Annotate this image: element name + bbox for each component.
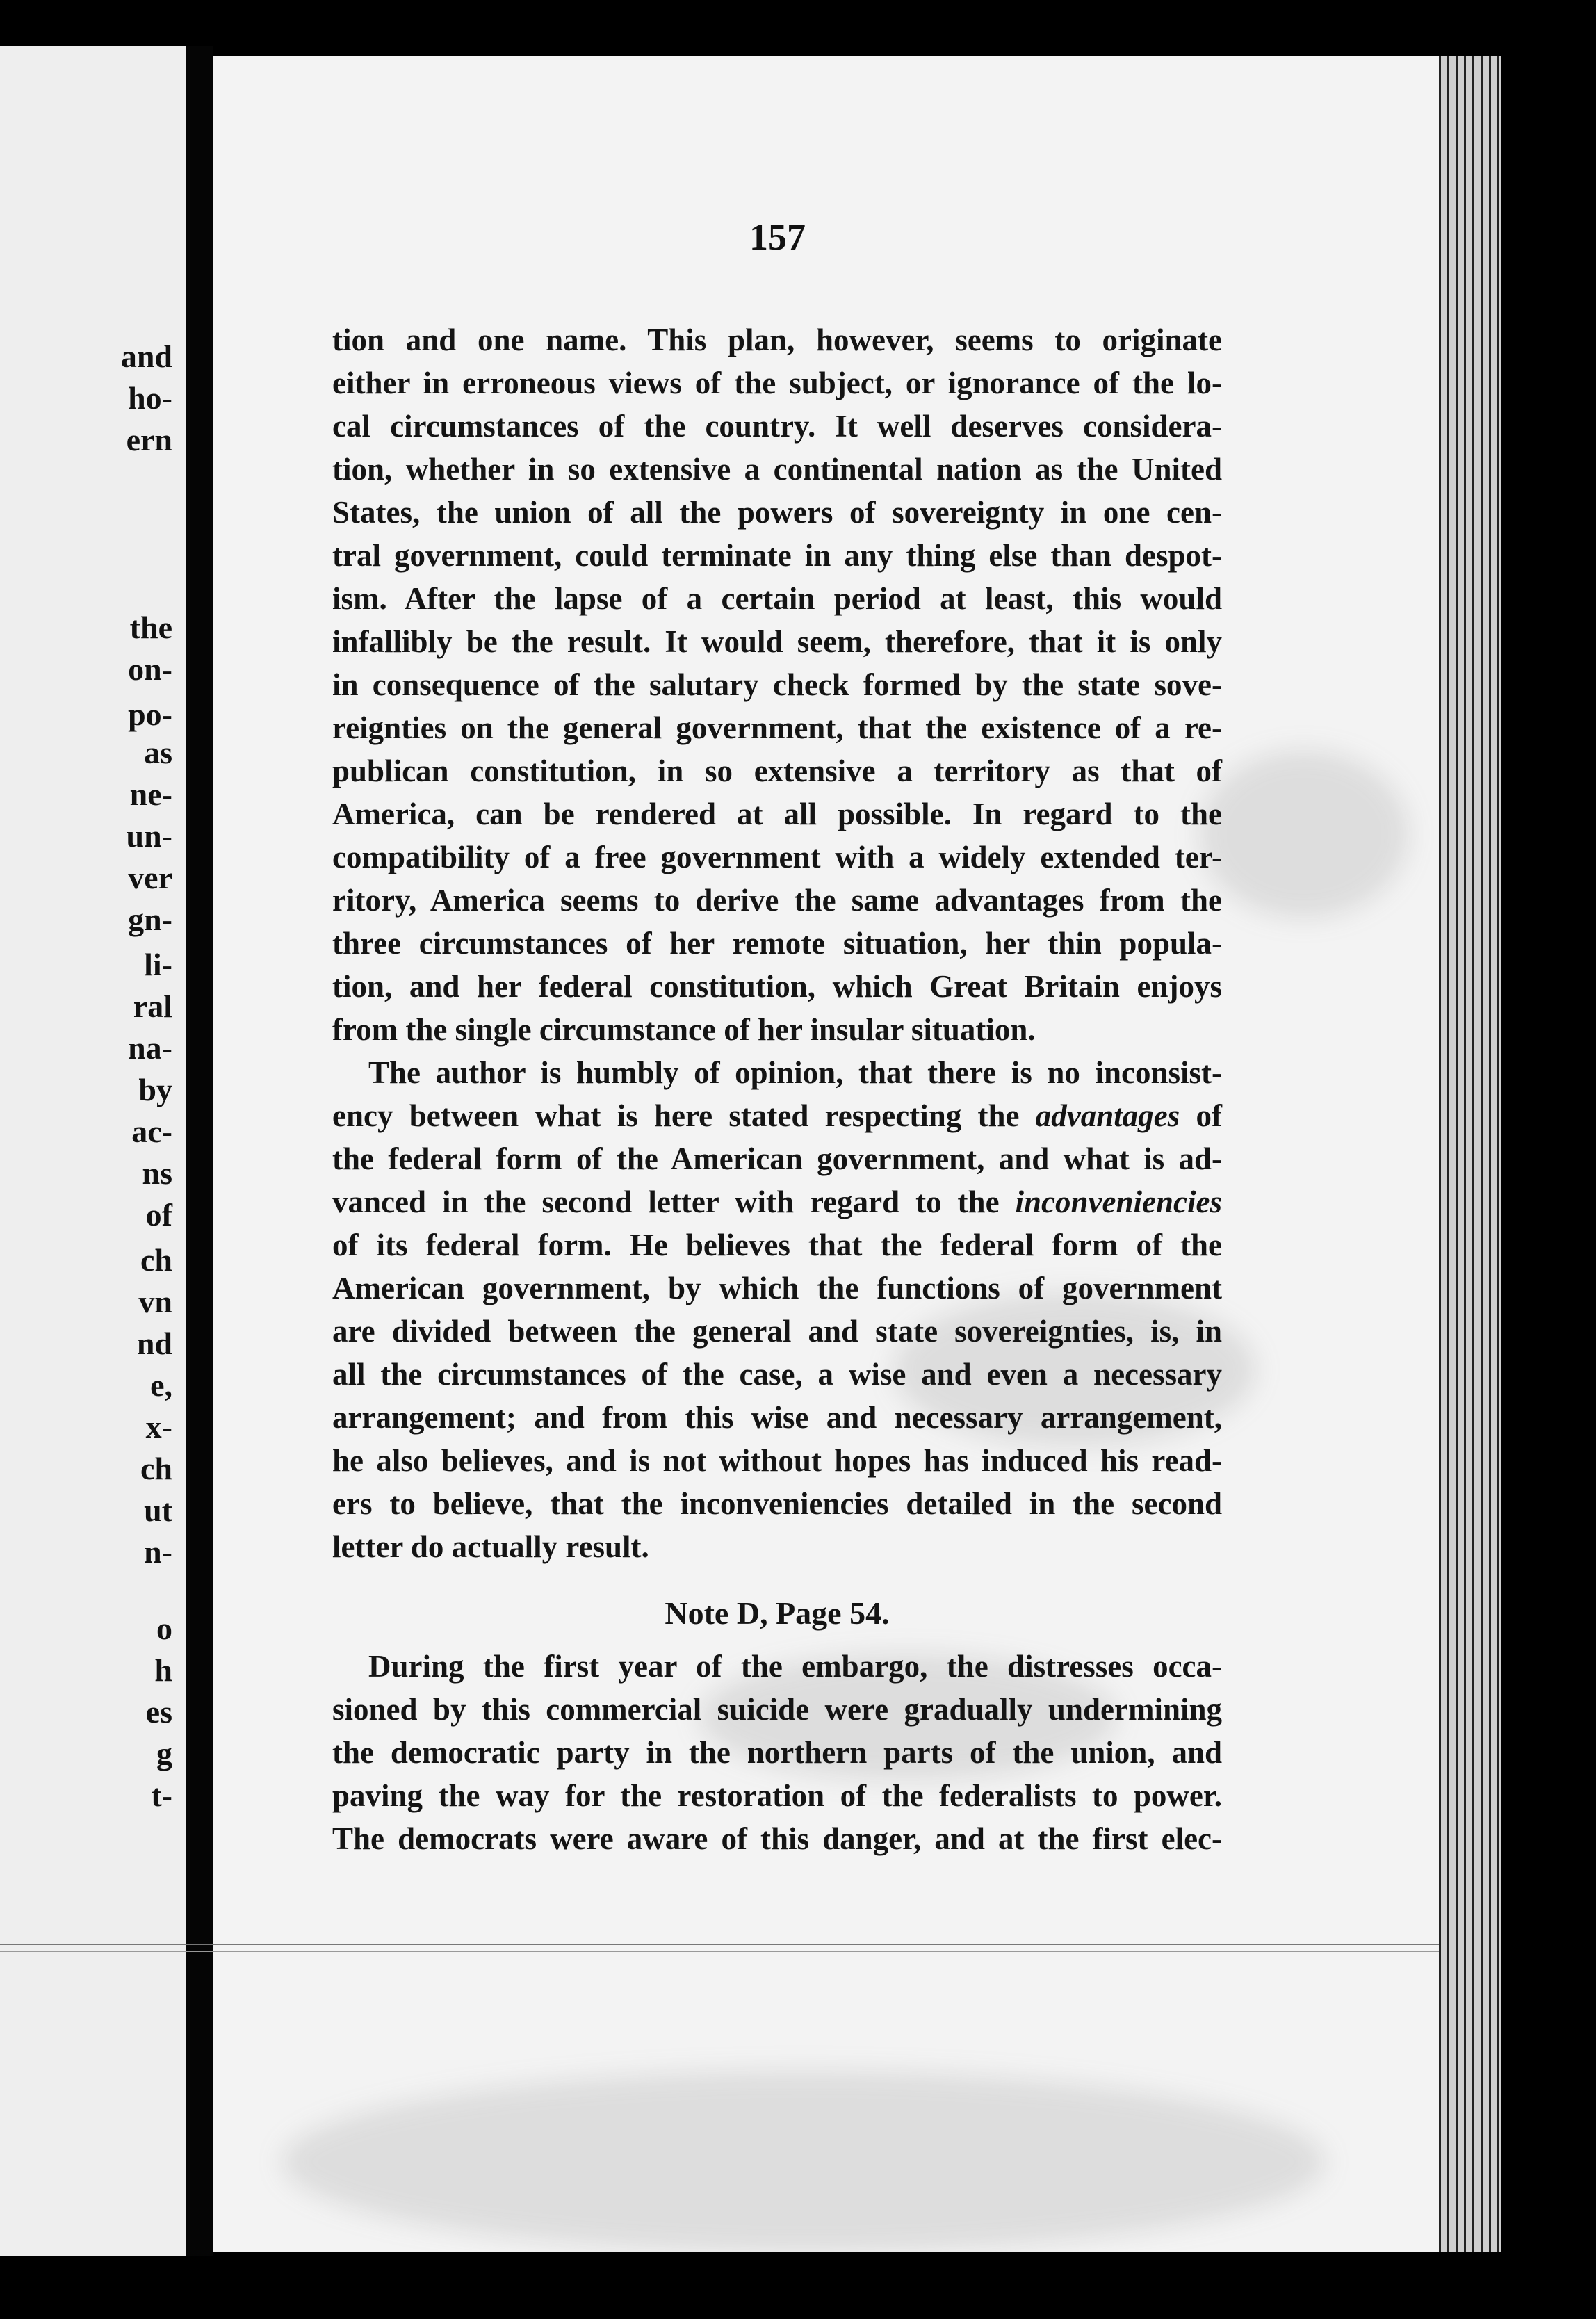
paragraph-2 xyxy=(332,1051,1222,1568)
ink-smudge xyxy=(282,2072,1325,2252)
left-page-fragment: g xyxy=(156,1736,172,1771)
text-line: cal circumstances of the country. It well deserves considera- xyxy=(332,409,1222,444)
left-page-fragment: na- xyxy=(128,1030,172,1066)
text-line: compatibility of a free government with a widely extended ter- xyxy=(332,840,1222,874)
text-line: reignties on the general government, that the existence of a re- xyxy=(332,710,1222,745)
text-line: sioned by this commercial suicide were gradually undermining xyxy=(332,1692,1222,1727)
left-page-fragment: ne- xyxy=(129,776,172,812)
text-line: all the circumstances of the case, a wise and even a necessary xyxy=(332,1357,1222,1392)
paragraph-1 xyxy=(332,318,1222,1051)
left-page-fragment: the xyxy=(129,610,172,645)
left-page-fragment: n- xyxy=(144,1534,172,1570)
left-page-fragment: ns xyxy=(142,1155,172,1191)
text-line: American government, by which the functions of government xyxy=(332,1271,1222,1305)
left-page-fragment: as xyxy=(144,735,172,770)
text-line: tion and one name. This plan, however, seems to originate xyxy=(332,323,1222,357)
note-heading: Note D, Page 54. xyxy=(665,1595,890,1631)
text-line: States, the union of all the powers of sovereignty in one cen- xyxy=(332,495,1222,530)
italic-text: inconveniencies xyxy=(1015,1185,1222,1219)
fold-line xyxy=(0,1944,1439,1945)
text-line: tral government, could terminate in any thing else than despot- xyxy=(332,538,1222,573)
text-line xyxy=(332,1094,1222,1137)
text-line: in consequence of the salutary check formed by the state sove- xyxy=(332,667,1222,702)
text-line: letter do actually result. xyxy=(332,1529,649,1564)
text-run: ency between what is here stated respecting the xyxy=(332,1098,1036,1133)
left-page-fragment: x- xyxy=(145,1409,172,1445)
book-gutter xyxy=(186,46,213,2256)
text-line: publican constitution, in so extensive a territory as that of xyxy=(332,754,1222,788)
left-page-fragment: vn xyxy=(138,1284,172,1319)
text-line: he also believes, and is not without hopes has induced his read- xyxy=(332,1443,1222,1478)
text-line: the democratic party in the northern parts of the union, and xyxy=(332,1735,1222,1770)
text-line: the federal form of the American government, and what is ad- xyxy=(332,1141,1222,1176)
paragraph-3 xyxy=(332,1645,1222,1860)
left-page-fragment: t- xyxy=(151,1777,172,1813)
page-edges xyxy=(1439,56,1501,2252)
text-line: ritory, America seems to derive the same advantages from the xyxy=(332,883,1222,918)
left-page-fragment: ch xyxy=(140,1242,172,1278)
text-line: ism. After the lapse of a certain period at least, this would xyxy=(332,581,1222,616)
text-line: America, can be rendered at all possible. In regard to the xyxy=(332,797,1222,831)
text-run: of xyxy=(1180,1098,1222,1133)
text-line: ers to believe, that the inconveniencies detailed in the second xyxy=(332,1486,1222,1521)
text-line: paving the way for the restoration of the federalists to power. xyxy=(332,1778,1222,1813)
text-line xyxy=(332,1180,1222,1223)
left-page-fragment: ch xyxy=(140,1451,172,1486)
ink-smudge xyxy=(1200,751,1408,918)
text-line: tion, and her federal constitution, which Great Britain enjoys xyxy=(332,969,1222,1004)
text-line: The author is humbly of opinion, that there is no inconsist- xyxy=(368,1055,1222,1090)
left-page-fragment: ho- xyxy=(128,380,172,416)
left-page-fragment: by xyxy=(138,1072,172,1107)
left-page-fragment: ver xyxy=(128,860,172,895)
page-number: 157 xyxy=(749,216,806,258)
left-page-fragment: ut xyxy=(144,1492,172,1528)
left-page-fragment: h xyxy=(154,1652,172,1688)
left-page-fragment: un- xyxy=(126,818,172,854)
text-line: tion, whether in so extensive a continental nation as the United xyxy=(332,452,1222,487)
text-line: The democrats were aware of this danger, and at the first elec- xyxy=(332,1821,1222,1856)
text-line: either in erroneous views of the subject, or ignorance of the lo- xyxy=(332,366,1222,400)
left-page-fragment: li- xyxy=(144,947,172,982)
text-line: are divided between the general and state sovereignties, is, in xyxy=(332,1314,1222,1349)
left-page-fragment: es xyxy=(145,1694,172,1730)
left-page-fragment: e, xyxy=(150,1367,172,1403)
left-page-fragment: ral xyxy=(133,988,172,1024)
text-line: arrangement; and from this wise and necessary arrangement, xyxy=(332,1400,1222,1435)
left-page-fragment: ern xyxy=(126,422,172,457)
left-page-fragment: gn- xyxy=(128,902,172,937)
text-line: During the first year of the embargo, the distresses occa- xyxy=(368,1649,1222,1684)
text-run: vanced in the second letter with regard to the xyxy=(332,1185,1016,1219)
left-page-fragment: o xyxy=(156,1611,172,1646)
left-page-fragment: nd xyxy=(136,1326,172,1361)
left-page xyxy=(0,46,186,2256)
text-line: of its federal form. He believes that the federal form of the xyxy=(332,1228,1222,1262)
left-page-fragment: on- xyxy=(128,651,172,687)
italic-text: advantages xyxy=(1035,1098,1180,1133)
text-line: infallibly be the result. It would seem, therefore, that it is only xyxy=(332,624,1222,659)
left-page-fragment: po- xyxy=(128,697,172,732)
text-line: three circumstances of her remote situation, her thin popula- xyxy=(332,926,1222,961)
left-page-fragment: ac- xyxy=(131,1114,172,1149)
page-text xyxy=(332,318,1222,1860)
fold-line xyxy=(0,1951,1439,1952)
text-line: from the single circumstance of her insular situation. xyxy=(332,1012,1036,1047)
left-page-fragment: and xyxy=(120,339,172,374)
left-page-fragment: of xyxy=(145,1197,172,1232)
